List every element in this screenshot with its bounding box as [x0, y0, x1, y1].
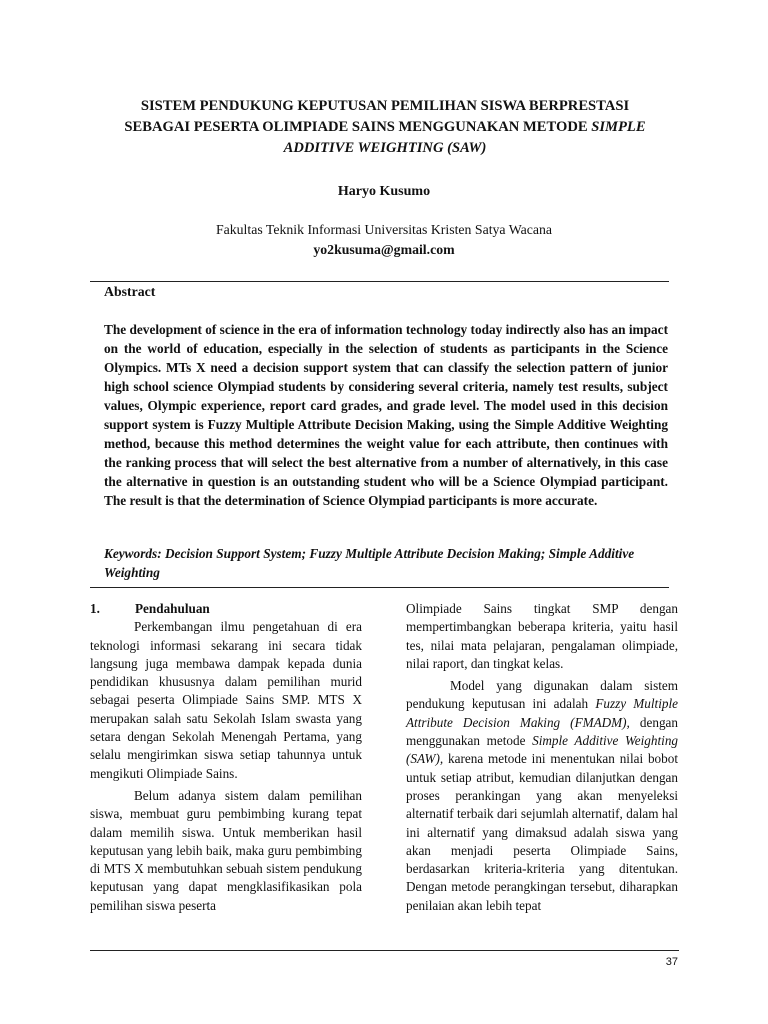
right-p2-text-a: Model yang digunakan dalam sistem pendukung keputusan ini adalah [406, 678, 678, 712]
affiliation: Fakultas Teknik Informasi Universitas Kristen Satya Wacana [215, 222, 553, 237]
left-paragraph-2: Belum adanya sistem dalam pemilihan siswa, membuat guru pembimbing kurang tepat dalam memilih siswa. Untuk memberikan hasil keputusan yang lebih baik, maka guru pembimbing di MTS X membutuhkan sebuah sistem pendukung keputusan yang dapat mengklasifikasikan pola pemilihan siswa peserta [90, 787, 362, 913]
right-p2-italic-b: Fuzzy Multiple Attribute Decision Making (FMADM), [406, 696, 678, 730]
page-number: 37 [665, 956, 678, 968]
author-email: yo2kusuma@gmail.com [313, 242, 455, 257]
right-p2-text-c: dengan menggunakan metode [406, 714, 678, 749]
keywords: Keywords: Decision Support System; Fuzzy Multiple Attribute Decision Making; Simple Additive Weighting [104, 546, 635, 580]
left-paragraph-1: Perkembangan ilmu pengetahuan di era teknologi informasi sekarang ini secara tidak langsung juga membawa dampak kepada dunia pendidikan khususnya dalam pemilihan murid sebagai peserta Olimpiade Sains SMP. MTS X merupakan salah satu Sekolah Islam swasta yang setara dengan Sekolah Menengah Pertama, yang selalu mengirimkan siswa setiap tahunnya untuk mengikuti Olimpiade Sains. [90, 619, 362, 781]
right-p2-text-e: karena metode ini menentukan nilai bobot untuk setiap atribut, kemudian dilanjutkan dengan proses perankingan yang akan menyeleksi alternatif terbaik dari sejumlah alternatif, dalam hal ini alternatif yang dimaksud adalah siswa yang akan menjadi peserta Olimpiade Sains, berdasarkan kriteria-kriteria yang ditentukan. Dengan metode perangkingan tersebut, diharapkan penilaian akan lebih tepat [406, 751, 678, 913]
right-paragraph-2 [406, 677, 678, 915]
author-name: Haryo Kusumo [337, 184, 431, 199]
footer-rule [90, 950, 679, 951]
section-title: Pendahuluan [135, 601, 210, 616]
title-line-2-text: SEBAGAI PESERTA OLIMPIADE SAINS MENGGUNAKAN METODE [124, 119, 592, 135]
title-line-2-italic: SIMPLE [591, 119, 646, 135]
title-line-2 [90, 117, 680, 138]
right-paragraph-1: Olimpiade Sains tingkat SMP dengan mempertimbangkan beberapa kriteria, yaitu hasil tes, nilai mata pelajaran, pengalaman olimpiade, nilai raport, dan tingkat kelas. [406, 601, 678, 671]
section-heading [90, 600, 362, 618]
abstract-body: The development of science in the era of information technology today indirectly also has an impact on the world of education, especially in the selection of students as participants in the Science Olympics. MTs X need a decision support system that can classify the selection pattern of junior high school science Olympiad students by considering several criteria, namely test results, subject values, Olympic experience, report card grades, and grade level. The model used in this decision support system is Fuzzy Multiple Attribute Decision Making, using the Simple Additive Weighting method, because this method determines the weight value for each attribute, then continues with the ranking process that will select the best alternative from a number of alternatively, in this case the alternative in question is an outstanding student who will be a Science Olympiad participant. The result is that the determination of Science Olympiad participants is more accurate. [104, 322, 668, 508]
right-column [406, 600, 678, 915]
keywords-bottom-rule [90, 587, 669, 588]
title-line-1: SISTEM PENDUKUNG KEPUTUSAN PEMILIHAN SISWA BERPRESTASI [140, 98, 630, 114]
right-p2-italic-d: Simple Additive Weighting (SAW), [406, 733, 679, 767]
abstract-heading: Abstract [104, 284, 156, 299]
title-line-3 [90, 138, 680, 159]
section-number: 1. [90, 601, 100, 616]
left-column [90, 600, 362, 915]
paper-title [90, 96, 680, 159]
abstract-top-rule [90, 281, 669, 282]
title-line-3-italic: ADDITIVE WEIGHTING (SAW) [283, 140, 487, 156]
